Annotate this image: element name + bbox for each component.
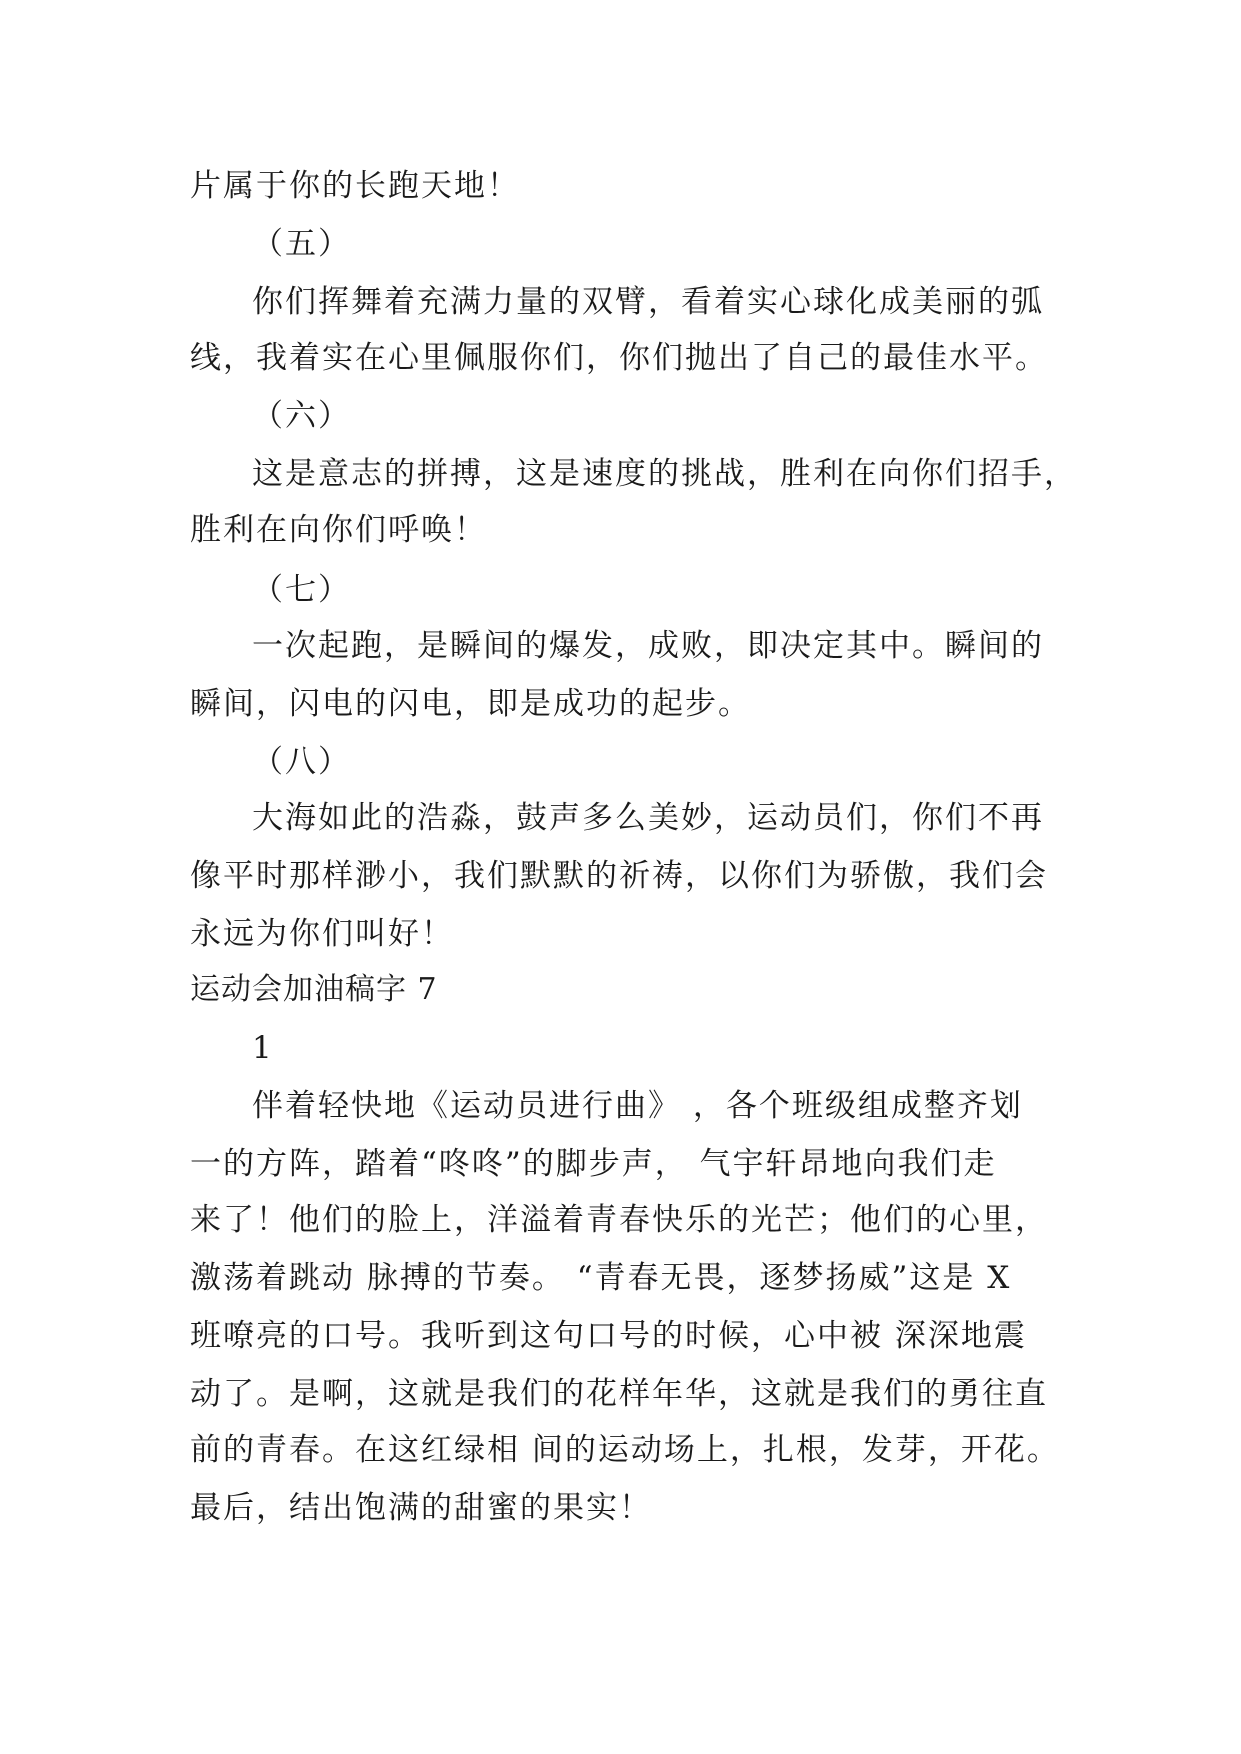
paragraph-line: 一次起跑，是瞬间的爆发，成败，即决定其中。瞬间的 (252, 628, 1044, 664)
section-number: （五） (252, 226, 351, 262)
section-number: （六） (252, 398, 351, 434)
paragraph-line: 片属于你的长跑天地！ (190, 168, 520, 204)
paragraph-line: 像平时那样渺小，我们默默的祈祷，以你们为骄傲，我们会 (190, 858, 1048, 894)
paragraph-line: 这是意志的拼搏，这是速度的挑战，胜利在向你们招手， (252, 456, 1077, 492)
section-heading: 运动会加油稿字 7 (190, 972, 438, 1007)
paragraph-line: 前的青春。在这红绿相 间的运动场上，扎根，发芽，开花。 (190, 1432, 1060, 1468)
paragraph-line: 一的方阵，踏着“咚咚”的脚步声， 气宇轩昂地向我们走 (190, 1146, 997, 1182)
paragraph-line: 胜利在向你们呼唤！ (190, 512, 487, 548)
section-number: 1 (252, 1030, 274, 1066)
paragraph-line: 班嘹亮的口号。我听到这句口号的时候，心中被 深深地震 (190, 1318, 1027, 1354)
paragraph-line: 大海如此的浩淼，鼓声多么美妙，运动员们，你们不再 (252, 800, 1044, 836)
paragraph-line: 激荡着跳动 脉搏的节奏。 “青春无畏，逐梦扬威”这是 X (190, 1260, 1012, 1296)
paragraph-line: 动了。是啊，这就是我们的花样年华，这就是我们的勇往直 (190, 1376, 1048, 1412)
paragraph-line: 瞬间，闪电的闪电，即是成功的起步。 (190, 686, 751, 722)
paragraph-line: 来了！他们的脸上，洋溢着青春快乐的光芒；他们的心里， (190, 1202, 1048, 1238)
section-number: （七） (252, 572, 351, 608)
paragraph-line: 最后，结出饱满的甜蜜的果实！ (190, 1490, 652, 1526)
paragraph-line: 你们挥舞着充满力量的双臂，看着实心球化成美丽的弧 (252, 284, 1044, 320)
paragraph-line: 线，我着实在心里佩服你们，你们抛出了自己的最佳水平。 (190, 340, 1048, 376)
paragraph-line: 伴着轻快地《运动员进行曲》 ，各个班级组成整齐划 (252, 1088, 1023, 1124)
section-number: （八） (252, 744, 351, 780)
paragraph-line: 永远为你们叫好！ (190, 916, 454, 952)
